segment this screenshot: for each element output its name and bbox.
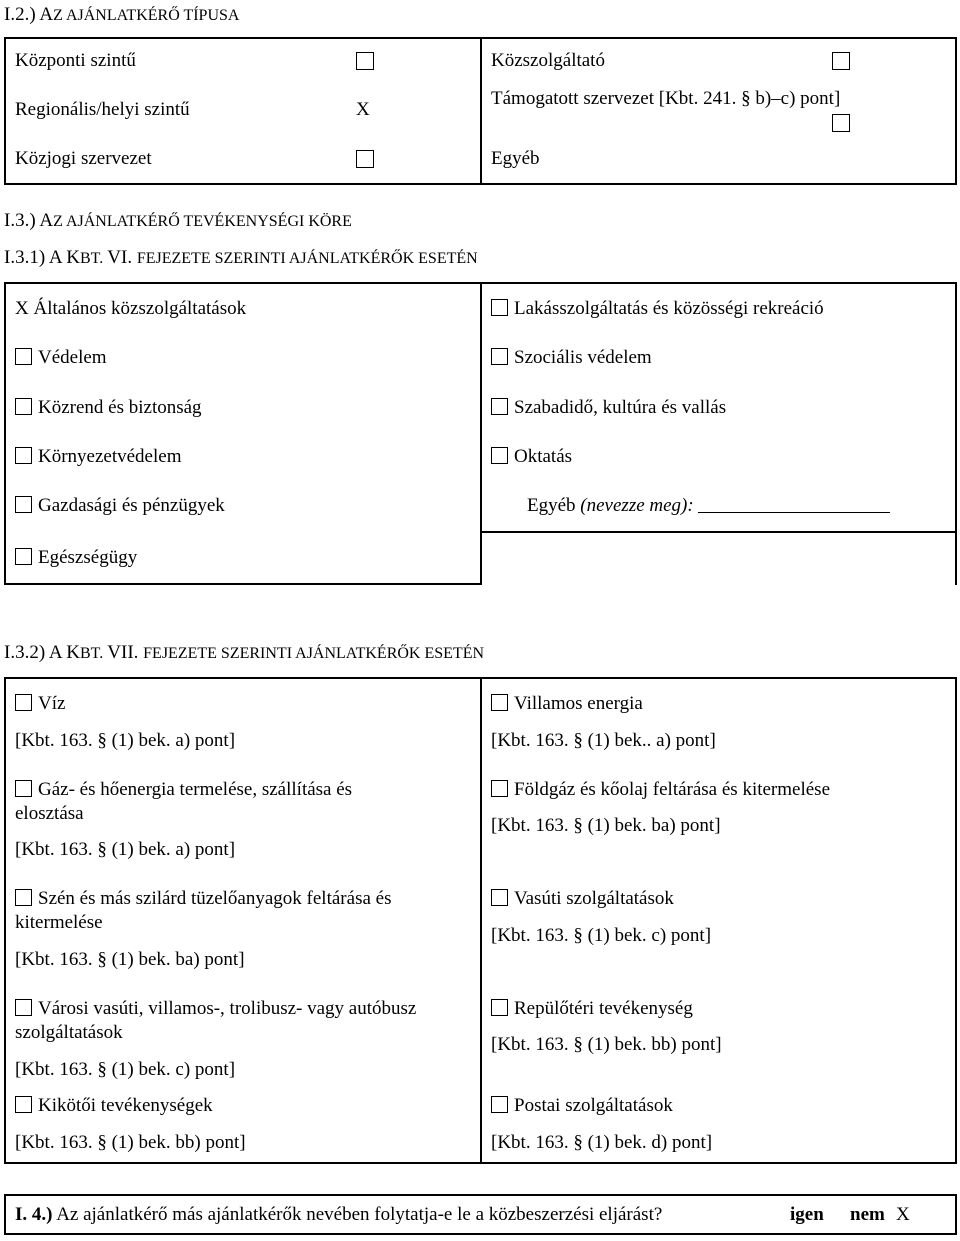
activity-education-checkbox[interactable] [491,447,508,464]
sector-postal-label: Postai szolgáltatások [514,1095,673,1116]
sector-oil-gas-label: Földgáz és kőolaj feltárása és kitermelése [514,779,831,800]
sector-coal-checkbox[interactable] [15,889,32,906]
sector-gas-heat[interactable] [15,779,352,802]
activity-health[interactable] [15,547,137,570]
sector-railway[interactable] [491,888,674,911]
activity-defence[interactable] [15,347,107,370]
sector-railway-checkbox[interactable] [491,889,508,906]
activity-economic[interactable] [15,495,225,518]
sector-coal[interactable] [15,888,391,911]
type-public-law-label: Közjogi szervezet [15,148,152,169]
section-heading-activity: I.3.) AZ AJÁNLATKÉRŐ TEVÉKENYSÉGI KÖRE [4,210,352,231]
activity-public-order-label: Közrend és biztonság [38,397,202,418]
sector-airport[interactable] [491,998,693,1021]
sector-urban-transport-label: Városi vasúti, villamos-, trolibusz- vagy autóbusz [38,998,417,1019]
activity-other-input[interactable] [698,498,890,513]
activity-general-mark: X [15,298,29,319]
joint-procurement-question: Az ajánlatkérő más ajánlatkérők nevében folytatja-e le a közbeszerzési eljárást? [56,1204,663,1225]
sector-divider [480,677,482,1164]
sector-postal-checkbox[interactable] [491,1096,508,1113]
sector-electricity-label: Villamos energia [514,693,643,714]
activity-economic-label: Gazdasági és pénzügyek [38,495,225,516]
sector-port-label: Kikötői tevékenységek [38,1095,213,1116]
sector-water-ref: [Kbt. 163. § (1) bek. a) pont] [15,730,236,751]
activity-social-checkbox[interactable] [491,348,508,365]
activity-other[interactable] [527,495,890,518]
sector-oil-gas-checkbox[interactable] [491,780,508,797]
activity-social[interactable] [491,347,652,370]
activity-general-label: Általános közszolgáltatások [33,298,247,319]
joint-procurement-mark: X [896,1204,910,1225]
activity-other-label: Egyéb [527,495,576,516]
activity-health-label: Egészségügy [38,547,138,568]
sector-port-ref: [Kbt. 163. § (1) bek. bb) pont] [15,1132,246,1153]
activity-public-order-checkbox[interactable] [15,398,32,415]
sector-postal[interactable] [491,1095,673,1118]
sector-urban-transport[interactable] [15,998,416,1021]
activity-housing[interactable] [491,298,824,321]
sector-water[interactable] [15,693,65,716]
type-utility-checkbox[interactable] [832,52,850,70]
sector-electricity-checkbox[interactable] [491,694,508,711]
joint-procurement-yes[interactable]: igen [790,1204,824,1225]
activity-defence-label: Védelem [38,347,107,368]
activity-defence-checkbox[interactable] [15,348,32,365]
activity-environment-checkbox[interactable] [15,447,32,464]
joint-procurement-row [15,1204,662,1226]
subsection-heading-ch7: I.3.2) A KBT. VII. FEJEZETE SZERINTI AJÁNLATKÉRŐK ESETÉN [4,642,485,663]
type-subsidised-label: Támogatott szervezet [Kbt. 241. § b)–c) pont] [491,88,841,109]
sector-electricity-ref: [Kbt. 163. § (1) bek.. a) pont] [491,730,716,751]
sector-water-checkbox[interactable] [15,694,32,711]
activity-divider [480,282,482,585]
type-table-divider [480,37,482,185]
activity-social-label: Szociális védelem [514,347,652,368]
activity-bottom-right [480,531,957,533]
sector-gas-heat-cont: elosztása [15,803,84,824]
sector-urban-transport-cont: szolgáltatások [15,1022,123,1043]
sector-electricity[interactable] [491,693,643,716]
sector-airport-ref: [Kbt. 163. § (1) bek. bb) pont] [491,1034,722,1055]
type-other-label: Egyéb [491,148,540,169]
sector-gas-heat-label: Gáz- és hőenergia termelése, szállítása és [38,779,353,800]
activity-other-hint: (nevezze meg): [580,495,694,516]
sector-postal-ref: [Kbt. 163. § (1) bek. d) pont] [491,1132,713,1153]
sector-water-label: Víz [38,693,66,714]
type-public-law-checkbox[interactable] [356,150,374,168]
type-utility-label: Közszolgáltató [491,50,605,71]
activity-economic-checkbox[interactable] [15,496,32,513]
activity-environment[interactable] [15,446,181,469]
joint-procurement-number: I. 4.) [15,1204,53,1225]
sector-coal-cont: kitermelése [15,912,103,933]
activity-public-order[interactable] [15,397,202,420]
activity-leisure-checkbox[interactable] [491,398,508,415]
sector-airport-checkbox[interactable] [491,999,508,1016]
type-regional-mark[interactable]: X [356,99,370,120]
sector-oil-gas-ref: [Kbt. 163. § (1) bek. ba) pont] [491,815,721,836]
activity-leisure[interactable] [491,397,726,420]
sector-airport-label: Repülőtéri tevékenység [514,998,693,1019]
joint-procurement-no[interactable]: nem [850,1204,885,1225]
activity-leisure-label: Szabadidő, kultúra és vallás [514,397,727,418]
activity-general[interactable] [15,298,246,321]
activity-housing-label: Lakásszolgáltatás és közösségi rekreáció [514,298,824,319]
activity-environment-label: Környezetvédelem [38,446,182,467]
sector-urban-transport-ref: [Kbt. 163. § (1) bek. c) pont] [15,1059,236,1080]
activity-bottom-left [4,583,482,585]
activity-right-edge [955,282,957,533]
sector-port[interactable] [15,1095,213,1118]
sector-railway-label: Vasúti szolgáltatások [514,888,674,909]
type-central-checkbox[interactable] [356,52,374,70]
sector-gas-heat-ref: [Kbt. 163. § (1) bek. a) pont] [15,839,236,860]
sector-coal-ref: [Kbt. 163. § (1) bek. ba) pont] [15,949,245,970]
sector-railway-ref: [Kbt. 163. § (1) bek. c) pont] [491,925,712,946]
subsection-heading-ch6: I.3.1) A KBT. VI. FEJEZETE SZERINTI AJÁNLATKÉRŐK ESETÉN [4,247,478,268]
section-heading-type: I.2.) AZ AJÁNLATKÉRŐ TÍPUSA [4,4,240,25]
activity-health-checkbox[interactable] [15,548,32,565]
sector-coal-label: Szén és más szilárd tüzelőanyagok feltárása és [38,888,392,909]
type-regional-label: Regionális/helyi szintű [15,99,190,120]
type-subsidised-checkbox[interactable] [832,114,850,132]
sector-oil-gas[interactable] [491,779,830,802]
activity-housing-checkbox[interactable] [491,299,508,316]
activity-education-label: Oktatás [514,446,573,467]
sector-urban-transport-checkbox[interactable] [15,999,32,1016]
activity-education[interactable] [491,446,572,469]
type-central-label: Központi szintű [15,50,136,71]
sector-port-checkbox[interactable] [15,1096,32,1113]
sector-gas-heat-checkbox[interactable] [15,780,32,797]
